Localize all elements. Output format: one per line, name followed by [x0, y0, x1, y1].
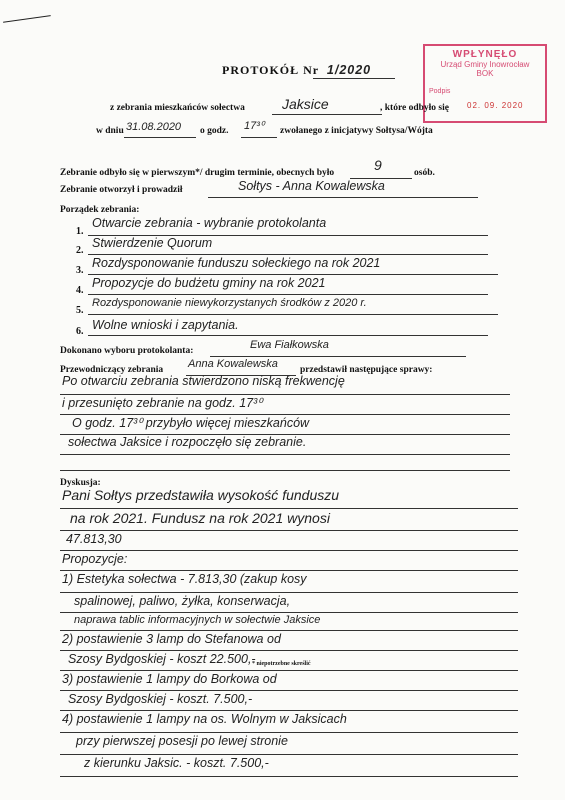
dyskusja-line-12: 4) postawienie 1 lampy na os. Wolnym w Jaksicach [62, 712, 347, 726]
time-underline [241, 137, 277, 138]
solectwo-underline [272, 114, 382, 115]
convened-by: zwołanego z inicjatywy Sołtysa/Wójta [280, 126, 433, 136]
date-underline [124, 137, 196, 138]
stamp-podpis: Podpis [429, 88, 451, 95]
przewodniczacy-value: Anna Kowalewska [188, 358, 278, 370]
title-label: PROTOKÓŁ Nr [222, 63, 319, 77]
attendance-label: Zebranie odbyło się w pierwszym*/ drugim terminie, obecnych było [60, 168, 335, 178]
attendance-count: 9 [374, 157, 382, 173]
dyskusja-line-11: Szosy Bydgoskiej - koszt. 7.500,- [68, 692, 253, 706]
dyskusja-rule-13 [60, 754, 518, 755]
corner-mark [0, 0, 51, 23]
przewodniczacy-suffix: przedstawił następujące sprawy: [300, 365, 433, 375]
dyskusja-line-7: naprawa tablic informacyjnych w sołectwie Jaksice [74, 614, 321, 626]
dyskusja-line-8: 2) postawienie 3 lamp do Stefanowa od [62, 632, 281, 646]
agenda-item-6: Wolne wnioski i zapytania. [92, 318, 239, 332]
dyskusja-label: Dyskusja: [60, 478, 101, 488]
agenda-item-4: Propozycje do budżetu gminy na rok 2021 [92, 276, 326, 290]
dyskusja-line-4: Propozycje: [62, 552, 128, 566]
meeting-date: 31.08.2020 [126, 121, 182, 133]
dyskusja-rule-11 [60, 710, 518, 711]
dyskusja-rule-5 [60, 592, 518, 593]
agenda-rule-5 [88, 314, 498, 315]
dyskusja-line-2: na rok 2021. Fundusz na rok 2021 wynosi [70, 510, 330, 526]
chair-value: Sołtys - Anna Kowalewska [238, 179, 385, 193]
agenda-label: Porządek zebrania: [60, 205, 140, 215]
dyskusja-line-14: z kierunku Jaksic. - koszt. 7.500,- [84, 756, 269, 770]
dyskusja-line-6: spalinowej, paliwo, żyłka, konserwacja, [74, 594, 291, 608]
sprawy-line-4: sołectwa Jaksice i rozpoczęło się zebranie. [68, 435, 307, 449]
dyskusja-line-5: 1) Estetyka sołectwa - 7.813,30 (zakup kosy [62, 572, 307, 586]
dyskusja-line-13: przy pierwszej posesji po lewej stronie [76, 734, 288, 748]
solectwo-name: Jaksice [282, 96, 329, 112]
agenda-rule-3 [88, 274, 498, 275]
meeting-time: 17³⁰ [244, 120, 265, 132]
dyskusja-rule-9 [60, 670, 518, 671]
chair-label: Zebranie otworzył i prowadził [60, 185, 183, 195]
dyskusja-line-9: Szosy Bydgoskiej - koszt 22.500,- [68, 652, 256, 666]
number-underline [313, 78, 395, 79]
dyskusja-rule-12 [60, 732, 518, 733]
time-label: o godz. [200, 126, 229, 136]
dyskusja-line-3: 47.813,30 [66, 532, 122, 546]
agenda-num-3: 3. [76, 265, 84, 276]
protokolant-underline [210, 356, 466, 357]
dyskusja-line-1: Pani Sołtys przedstawiła wysokość funduszu [62, 487, 340, 503]
stamp-office: Urząd Gminy Inowrocław [440, 60, 530, 69]
attendance-suffix: osób. [414, 168, 435, 178]
agenda-item-5: Rozdysponowanie niewykorzystanych środków z 2020 r. [92, 297, 367, 309]
agenda-rule-2 [88, 254, 488, 255]
dyskusja-rule-14 [60, 776, 518, 777]
dyskusja-line-10: 3) postawienie 1 lampy do Borkowa od [62, 672, 277, 686]
agenda-num-2: 2. [76, 245, 84, 256]
agenda-num-4: 4. [76, 285, 84, 296]
stamp-title: WPŁYNĘŁO [452, 49, 518, 60]
dyskusja-rule-3 [60, 550, 518, 551]
date-label: w dniu [96, 126, 124, 136]
agenda-rule-6 [88, 335, 488, 336]
dyskusja-rule-8 [60, 650, 518, 651]
page-title [222, 63, 371, 78]
sprawy-line-2: i przesunięto zebranie na godz. 17³⁰ [62, 396, 263, 410]
sprawy-rule-5 [60, 470, 510, 471]
dyskusja-rule-6 [60, 612, 518, 613]
agenda-item-3: Rozdysponowanie funduszu sołeckiego na rok 2021 [92, 256, 381, 270]
sprawy-line-3: O godz. 17³⁰ przybyło więcej mieszkańców [72, 416, 310, 430]
sprawy-rule-4 [60, 454, 510, 455]
przewodniczacy-label: Przewodniczący zebrania [60, 365, 164, 375]
agenda-num-5: 5. [76, 305, 84, 316]
footnote: * niepotrzebne skreślić [252, 661, 311, 667]
dyskusja-rule-10 [60, 690, 518, 691]
agenda-num-1: 1. [76, 226, 84, 237]
agenda-rule-4 [88, 294, 488, 295]
meeting-line1-label: z zebrania mieszkańców sołectwa [110, 103, 245, 113]
sprawy-line-1: Po otwarciu zebrania stwierdzono niską frekwencję [62, 374, 345, 388]
dyskusja-rule-4 [60, 570, 518, 571]
stamp-bok: BOK [476, 69, 494, 78]
agenda-item-1: Otwarcie zebrania - wybranie protokolanta [92, 216, 327, 230]
protokolant-label: Dokonano wyboru protokolanta: [60, 346, 194, 356]
stamp-date: 02. 09. 2020 [467, 101, 524, 110]
agenda-num-6: 6. [76, 326, 84, 337]
protocol-number: 1/2020 [326, 63, 372, 77]
dyskusja-rule-2 [60, 530, 518, 531]
chair-underline [208, 197, 478, 198]
dyskusja-rule-1 [60, 508, 518, 509]
dyskusja-rule-7 [60, 630, 518, 631]
protokolant-value: Ewa Fiałkowska [250, 339, 329, 351]
agenda-item-2: Stwierdzenie Quorum [92, 236, 213, 250]
meeting-line1-suffix: , które odbyło się [380, 103, 449, 113]
